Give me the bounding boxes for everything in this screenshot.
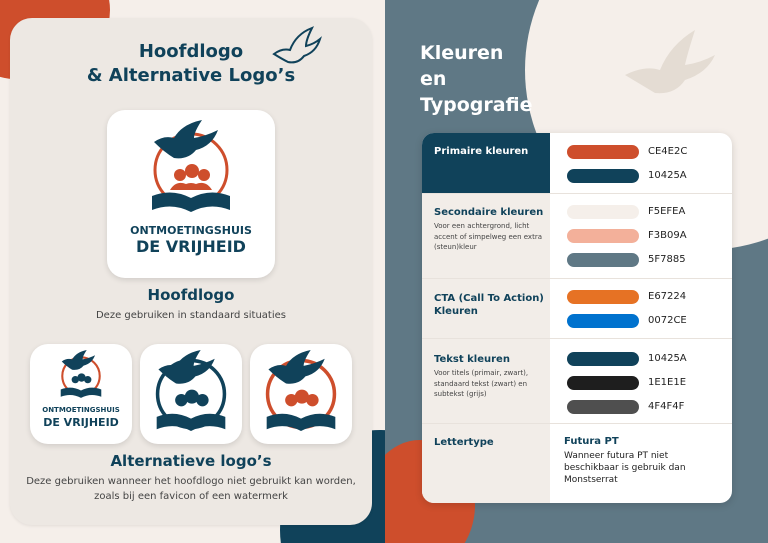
hex-text-10425a: 10425A	[648, 353, 687, 364]
swatch-5f7885	[567, 253, 639, 267]
hex-f3b09a: F3B09A	[648, 230, 687, 241]
text-colors-label: Tekst kleuren	[434, 354, 510, 365]
swatch-f5efea	[567, 205, 639, 219]
secondary-colors-desc: Voor een achtergrond, licht accent of simpelweg een extra (steun)kleur	[434, 222, 542, 251]
alt-logos-desc-line2: zoals bij een favicon of een watermerk	[94, 491, 288, 502]
secondary-colors-row	[422, 193, 732, 279]
primary-colors-label-cell	[422, 133, 550, 193]
alt-logo-1-text-line1: ONTMOETINGSHUIS	[42, 406, 120, 414]
alt-logo-3-emblem-icon	[260, 350, 342, 438]
primary-colors-label: Primaire kleuren	[434, 146, 529, 157]
swatch-1e1e1e	[567, 376, 639, 390]
logo-text-line1: ONTMOETINGSHUIS	[130, 224, 252, 237]
cta-colors-label-line1: CTA (Call To Action)	[434, 293, 544, 304]
logos-title-line1: Hoofdlogo	[138, 41, 244, 62]
secondary-colors-label: Secondaire kleuren	[434, 207, 544, 218]
typography-row	[422, 423, 732, 503]
main-logo-desc: Deze gebruiken in standaard situaties	[95, 310, 286, 321]
swatch-ce4e2c	[567, 145, 639, 159]
colors-title-line2: en	[420, 68, 447, 90]
main-logo-card	[107, 110, 275, 278]
swatch-e67224	[567, 290, 639, 304]
logo-text-line2: DE VRIJHEID	[136, 237, 246, 256]
dove-watermark-icon	[615, 25, 725, 105]
typography-desc: Wanneer futura PT niet beschikbaar is gebruik dan Monstserrat	[564, 451, 686, 485]
alt-logos-desc	[10, 474, 372, 504]
alt-logo-1-text-line2: DE VRIJHEID	[43, 416, 119, 429]
colors-title-line3: Typografie	[420, 94, 533, 116]
swatch-f3b09a	[567, 229, 639, 243]
alt-logo-2-card	[140, 344, 242, 444]
colors-title-line1: Kleuren	[420, 42, 504, 64]
logo-card	[10, 18, 372, 525]
logos-title	[10, 40, 372, 88]
alt-logos-title: Alternatieve logo’s	[110, 452, 272, 470]
alt-logo-2-emblem-icon	[150, 350, 232, 438]
hex-1e1e1e: 1E1E1E	[648, 377, 687, 388]
alt-logo-1-emblem-icon	[56, 350, 106, 402]
typography-font-name: Futura PT	[564, 436, 619, 447]
text-colors-row	[422, 338, 732, 424]
color-typography-table	[422, 133, 732, 503]
alt-logo-3-card	[250, 344, 352, 444]
colors-title	[420, 40, 533, 118]
swatch-0072ce	[567, 314, 639, 328]
cta-colors-label-line2: Kleuren	[434, 306, 478, 317]
swatch-text-10425a	[567, 352, 639, 366]
hex-f5efea: F5EFEA	[648, 206, 686, 217]
logo-emblem-icon	[146, 120, 236, 220]
hex-0072ce: 0072CE	[648, 315, 687, 326]
cta-colors-label	[434, 292, 544, 318]
hex-5f7885: 5F7885	[648, 254, 686, 265]
main-logo-name: Hoofdlogo	[147, 286, 235, 304]
swatch-10425a	[567, 169, 639, 183]
hex-ce4e2c: CE4E2C	[648, 146, 688, 157]
logos-title-line2: & Alternative Logo’s	[86, 65, 296, 86]
hex-10425a: 10425A	[648, 170, 687, 181]
alt-logo-1-card	[30, 344, 132, 444]
swatch-4f4f4f	[567, 400, 639, 414]
hex-4f4f4f: 4F4F4F	[648, 401, 685, 412]
primary-colors-row	[422, 133, 732, 193]
typography-label: Lettertype	[434, 437, 494, 448]
hex-e67224: E67224	[648, 291, 687, 302]
alt-logos-desc-line1: Deze gebruiken wanneer het hoofdlogo niet gebruikt kan worden,	[26, 476, 356, 487]
cta-colors-row	[422, 278, 732, 339]
text-colors-desc: Voor titels (primair, zwart), standaard tekst (zwart) en subtekst (grijs)	[434, 369, 529, 398]
